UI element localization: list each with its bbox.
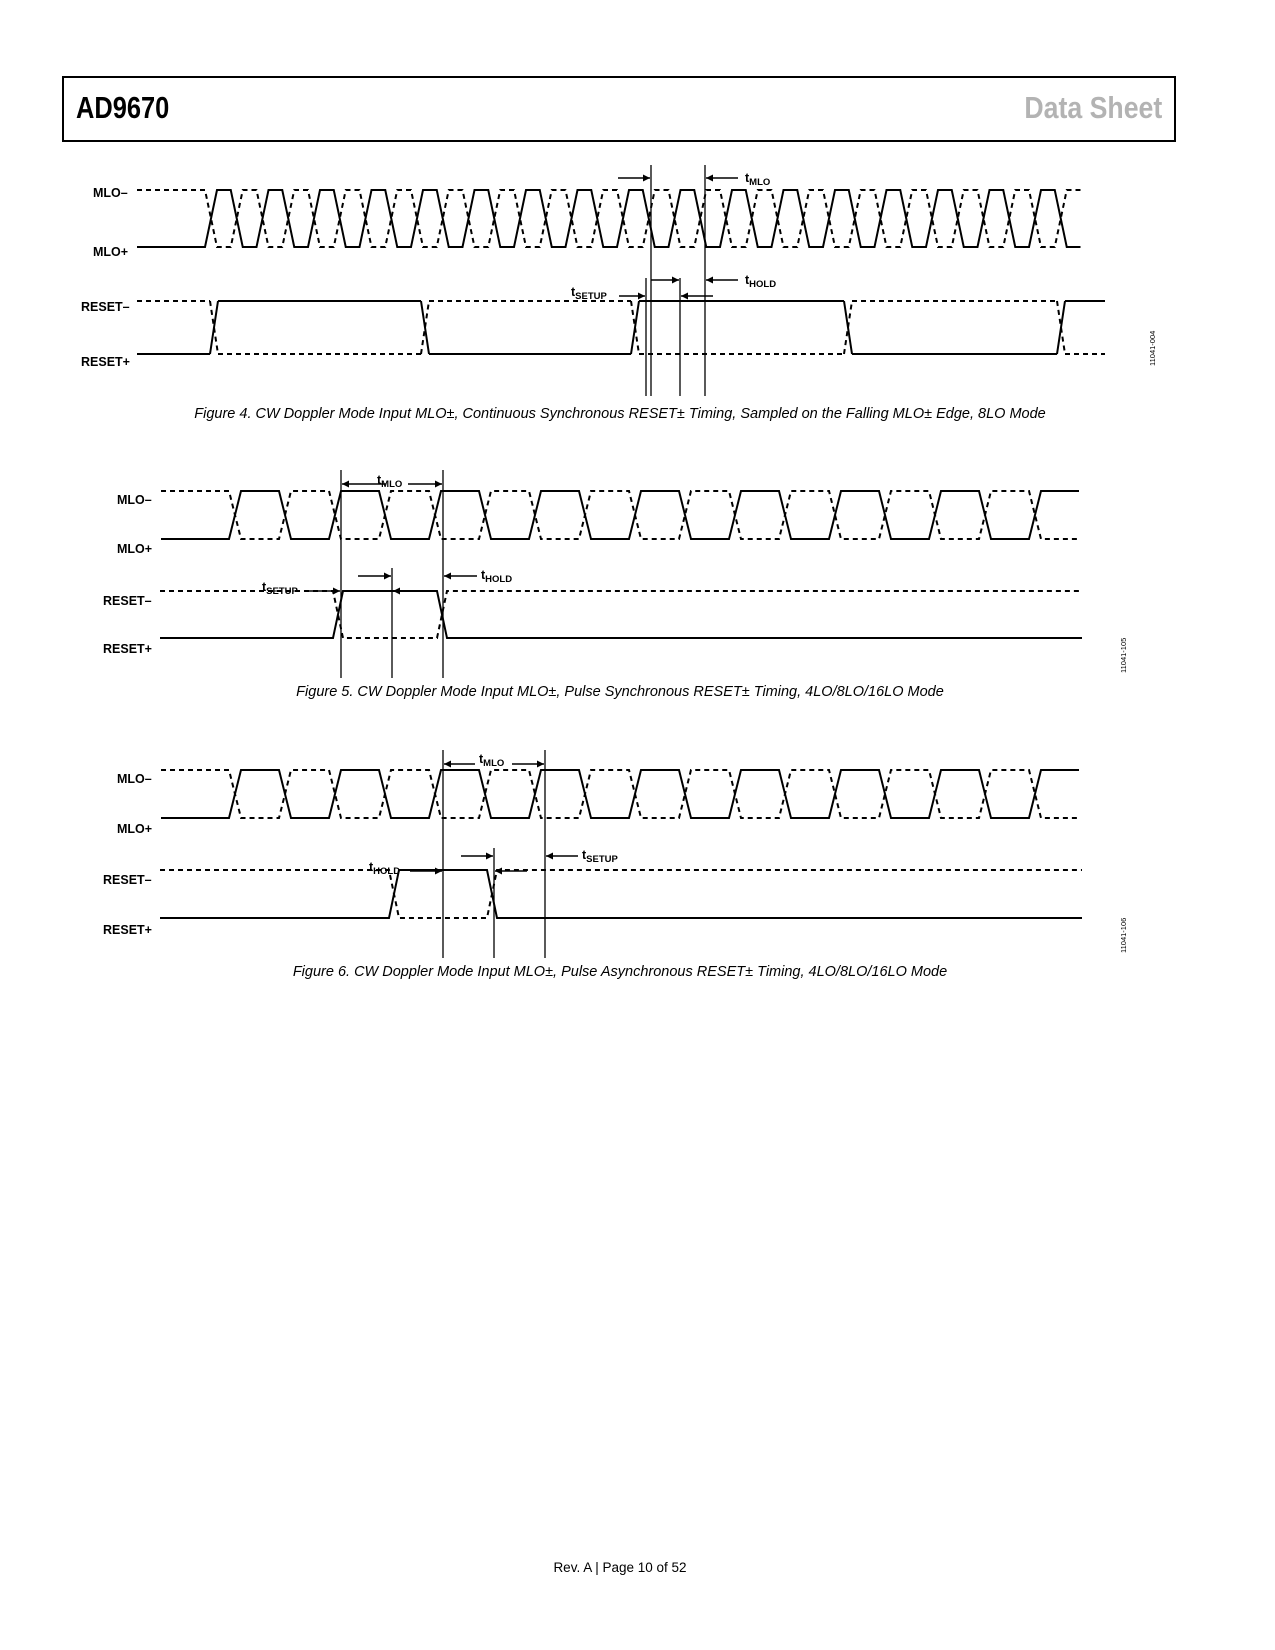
t-mlo-label: $t_{MLO}$ — [377, 473, 403, 490]
figure-id: 11041-105 — [1119, 637, 1128, 673]
figure-id: 11041-106 — [1119, 917, 1128, 953]
figure-4-caption: Figure 4. CW Doppler Mode Input MLO±, Continuous Synchronous RESET± Timing, Sampled on the Falling MLO± Edge, 8LO Mode — [194, 406, 1046, 422]
t-hold-label: $t_{HOLD}$ — [745, 273, 777, 290]
figure-id: 11041-004 — [1148, 330, 1157, 366]
page-footer: Rev. A | Page 10 of 52 — [553, 1560, 687, 1575]
label-mlo-minus: MLO– — [117, 772, 152, 786]
t-hold-label: $t_{HOLD}$ — [369, 860, 401, 877]
t-hold-label: $t_{HOLD}$ — [481, 568, 513, 585]
mlo-solid-waveform — [161, 491, 1079, 539]
label-reset-plus: RESET+ — [103, 642, 152, 656]
doc-type: Data Sheet — [1024, 90, 1162, 125]
label-mlo-plus: MLO+ — [117, 542, 153, 556]
t-setup-label: $t_{SETUP}$ — [262, 580, 298, 597]
t-setup-label: $t_{SETUP}$ — [571, 285, 607, 302]
mlo-dashed-waveform — [161, 770, 1079, 818]
reset-dashed-waveform — [137, 301, 1105, 354]
label-reset-minus: RESET– — [81, 300, 130, 314]
part-number: AD9670 — [76, 90, 170, 125]
reset-dashed-waveform — [160, 591, 1082, 638]
label-mlo-plus: MLO+ — [117, 822, 153, 836]
label-reset-minus: RESET– — [103, 873, 152, 887]
figure-5-caption: Figure 5. CW Doppler Mode Input MLO±, Pulse Synchronous RESET± Timing, 4LO/8LO/16LO Mode — [296, 684, 944, 700]
t-mlo-label: $t_{MLO}$ — [745, 171, 771, 188]
mlo-solid-waveform — [161, 770, 1079, 818]
figure-4-timing-diagram — [0, 160, 1275, 400]
label-reset-plus: RESET+ — [103, 923, 152, 937]
t-mlo-label: $t_{MLO}$ — [479, 752, 505, 769]
figure-6-caption: Figure 6. CW Doppler Mode Input MLO±, Pulse Asynchronous RESET± Timing, 4LO/8LO/16LO Mode — [292, 964, 948, 980]
label-mlo-plus: MLO+ — [93, 245, 129, 259]
mlo-solid-waveform — [137, 190, 1081, 247]
t-setup-label: $t_{SETUP}$ — [582, 848, 618, 865]
reset-dashed-waveform — [160, 870, 1082, 918]
label-mlo-minus: MLO– — [93, 186, 128, 200]
figure-6-timing-diagram — [0, 745, 1275, 960]
mlo-dashed-waveform — [161, 491, 1079, 539]
reset-solid-waveform — [160, 591, 1082, 638]
label-reset-plus: RESET+ — [81, 355, 130, 369]
figure-5-timing-diagram — [0, 465, 1275, 680]
label-reset-minus: RESET– — [103, 594, 152, 608]
label-mlo-minus: MLO– — [117, 493, 152, 507]
reset-solid-waveform — [160, 870, 1082, 918]
mlo-dashed-waveform — [137, 190, 1081, 247]
reset-solid-waveform — [137, 301, 1105, 354]
page-header — [62, 76, 1176, 142]
